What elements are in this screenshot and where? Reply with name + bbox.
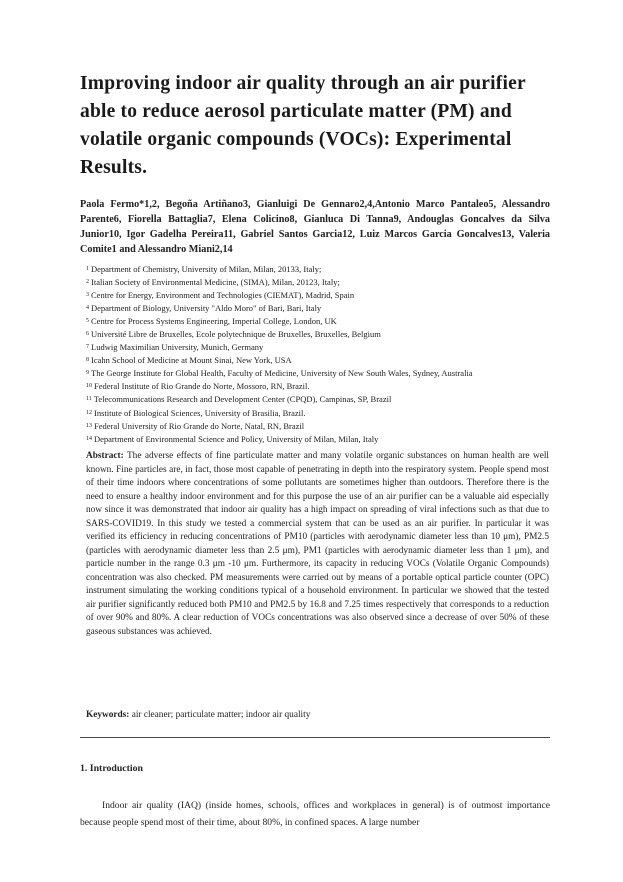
affiliation-number: 7 bbox=[86, 344, 89, 351]
intro-paragraph: Indoor air quality (IAQ) (inside homes, schools, offices and workplaces in general) is of outmost importance because people spend most of their time, about 80%, in confined spaces. A large number bbox=[80, 800, 550, 828]
affiliation-item bbox=[86, 263, 556, 276]
affiliation-number: 9 bbox=[86, 370, 89, 377]
affiliation-item bbox=[86, 380, 556, 393]
affiliation-text: Department of Environmental Science and Policy, University of Milan, Milan, Italy bbox=[94, 433, 379, 444]
affiliation-item bbox=[86, 276, 556, 289]
section-heading: 1. Introduction bbox=[80, 763, 143, 774]
affiliation-number: 10 bbox=[86, 383, 92, 390]
keywords bbox=[86, 709, 549, 723]
affiliation-item bbox=[86, 367, 556, 380]
affiliation-item bbox=[86, 315, 556, 328]
affiliation-text: Centre for Energy, Environment and Technologies (CIEMAT), Madrid, Spain bbox=[91, 290, 355, 301]
affiliation-text: Ludwig Maximilian University, Munich, Germany bbox=[91, 342, 264, 353]
affiliation-item bbox=[86, 420, 556, 433]
affiliation-number: 1 bbox=[86, 266, 89, 272]
affiliation-text: Italian Society of Environmental Medicine, (SIMA), Milan, 20123, Italy; bbox=[91, 277, 340, 288]
affiliation-number: 14 bbox=[86, 435, 92, 442]
affiliation-text: Telecommunications Research and Development Center (CPQD), Campinas, SP, Brazil bbox=[93, 394, 392, 405]
affiliation-text: Icahn School of Medicine at Mount Sinai, New York, USA bbox=[91, 355, 292, 366]
paper-title: Improving indoor air quality through an air purifier able to reduce aerosol particulate matter (PM) and volatile organic compounds (VOCs): Experimental Results. bbox=[80, 73, 526, 178]
affiliation-number: 5 bbox=[86, 318, 89, 325]
affiliation-text: Federal Institute of Rio Grande do Norte, Mossoro, RN, Brazil. bbox=[94, 381, 310, 392]
abstract-text: The adverse effects of fine particulate matter and many volatile organic substances on human health are well known. Fine particles are, in fact, those most capable of penetrating in depth into the respiratory system. People spend most of their time indoors where concentrations of some pollutants are sometimes higher than outdoors. Therefore there is the need to ensure a healthy indoor environment and for this purpose the use of an air purifier can be a valuable aid especially now since it was demonstrated that indoor air quality has a high impact on spreading of viral infections such as that due to SARS-COVID19. In this study we tested a commercial system that can be used as an air purifier. In particular it was verified its efficiency in reducing concentrations of PM10 (particles with aerodynamic diameter less than 10 μm), PM2.5 (particles with aerodynamic diameter less than 2.5 μm), PM1 (particles with aerodynamic diameter less than 1 μm), and particle number in the range 0.3 μm -10 μm. Furthermore, its capacity in reducing VOCs (Volatile Organic Compounds) concentration was also checked. PM measurements were carried out by means of a portable optical particle counter (OPC) instrument simulating the working conditions typical of a household environment. In particular we showed that the tested air purifier significantly reduced both PM10 and PM2.5 by 16.8 and 7.25 times respectively that corresponds to a reduction of over 90% and 80%. A clear reduction of VOCs concentrations was also observed since a decrease of over 50% of these gaseous substances was achieved. bbox=[86, 451, 549, 637]
affiliation-number: 2 bbox=[86, 279, 89, 286]
affiliation-text: Department of Biology, University "Aldo Moro" of Bari, Bari, Italy bbox=[91, 303, 322, 314]
affiliation-item bbox=[86, 354, 556, 367]
affiliation-number: 6 bbox=[86, 331, 89, 338]
affiliation-item bbox=[86, 328, 556, 341]
affiliation-item bbox=[86, 407, 556, 420]
affiliation-item bbox=[86, 393, 556, 406]
affiliation-text: The George Institute for Global Health, Faculty of Medicine, University of New South Wales, Sydney, Australia bbox=[91, 368, 473, 379]
affiliation-item bbox=[86, 289, 556, 302]
affiliation-text: Université Libre de Bruxelles, Ecole polytechnique de Bruxelles, Bruxelles, Belgium bbox=[91, 329, 381, 340]
section-divider bbox=[80, 737, 550, 738]
abstract bbox=[86, 450, 549, 639]
affiliation-text: Department of Chemistry, University of Milan, Milan, 20133, Italy; bbox=[91, 264, 322, 274]
keywords-text: air cleaner; particulate matter; indoor air quality bbox=[131, 710, 311, 720]
author-list: Paola Fermo*1,2, Begoña Artiñano3, Gianluigi De Gennaro2,4,Antonio Marco Pantaleo5, Alessandro Parente6, Fiorella Battaglia7, Elena Colicino8, Gianluca Di Tanna9, Andouglas Goncalves da Silva Junior10, Igor Gadelha Pereira11, Gabriel Santos Garcia12, Luiz Marcos Garcia Goncalves13, Valeria Comite1 and Alessandro Miani2,14 bbox=[80, 199, 550, 255]
affiliation-text: Federal University of Rio Grande do Norte, Natal, RN, Brazil bbox=[94, 420, 305, 431]
affiliation-number: 12 bbox=[86, 409, 92, 416]
affiliation-list bbox=[86, 263, 556, 446]
affiliation-number: 11 bbox=[86, 396, 92, 403]
affiliation-item bbox=[86, 341, 556, 354]
affiliation-number: 13 bbox=[86, 422, 92, 429]
affiliation-number: 8 bbox=[86, 357, 89, 364]
affiliation-text: Institute of Biological Sciences, University of Brasilia, Brazil. bbox=[94, 407, 306, 418]
affiliation-item bbox=[86, 433, 556, 446]
affiliation-item bbox=[86, 302, 556, 315]
affiliation-number: 3 bbox=[86, 292, 89, 299]
keywords-label: Keywords: bbox=[86, 710, 130, 720]
affiliation-text: Centre for Process Systems Engineering, Imperial College, London, UK bbox=[91, 316, 337, 327]
affiliation-number: 4 bbox=[86, 305, 89, 312]
abstract-label: Abstract: bbox=[86, 451, 124, 461]
